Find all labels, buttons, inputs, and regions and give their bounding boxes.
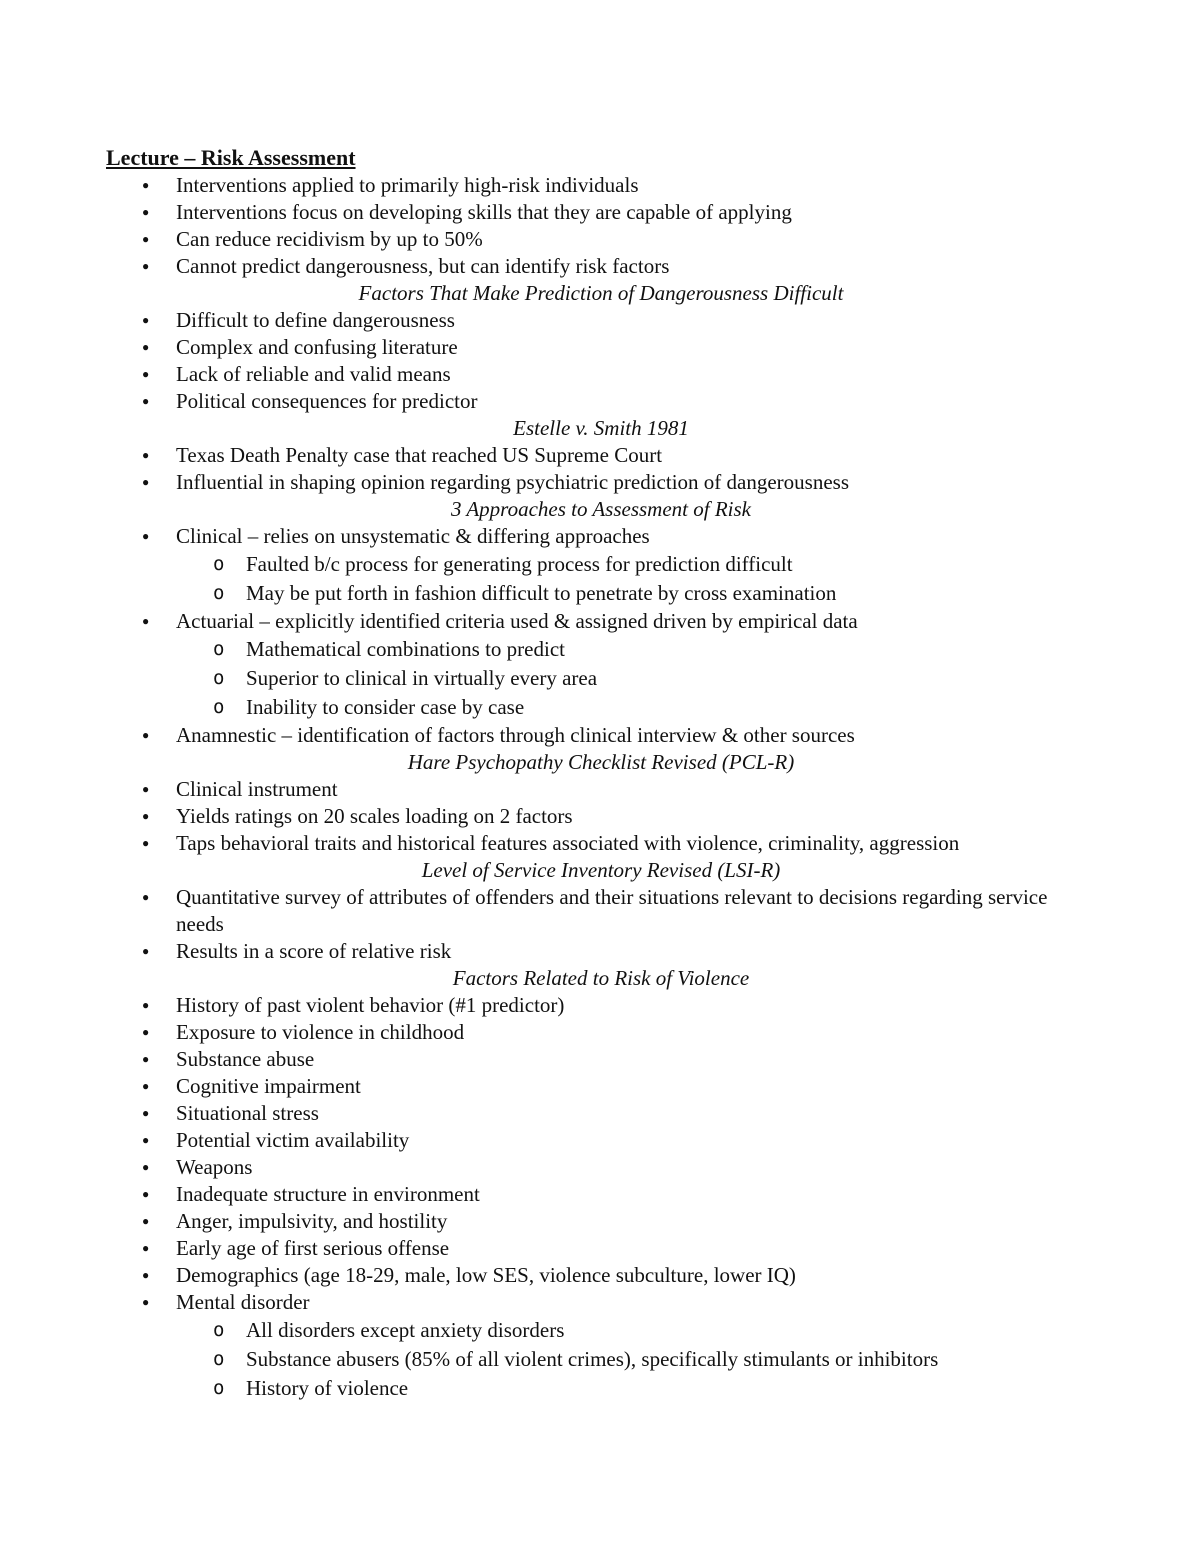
section-heading: Hare Psychopathy Checklist Revised (PCL-R) (407, 750, 795, 774)
bullet-text: ● Difficult to define dangerousness (176, 308, 455, 332)
sub-list (176, 1316, 1096, 1403)
bullet-item (106, 1100, 1096, 1127)
bullet-text: ● Cognitive impairment (176, 1074, 361, 1098)
bullet-item (106, 388, 1096, 415)
bullet-item (106, 1127, 1096, 1154)
bullet-item (106, 1235, 1096, 1262)
bullet-item (106, 469, 1096, 496)
bullet-item (106, 172, 1096, 199)
bullet-text: ● Can reduce recidivism by up to 50% (176, 227, 483, 251)
bullet-text: ● Situational stress (176, 1101, 319, 1125)
bullet-item (106, 1154, 1096, 1181)
bullet-text: ● Interventions applied to primarily high-risk individuals (176, 173, 639, 197)
bullet-item (106, 830, 1096, 857)
sub-list (176, 550, 1096, 608)
bullet-item (106, 523, 1096, 608)
bullet-item (106, 722, 1096, 749)
bullet-text: ● Clinical instrument (176, 777, 338, 801)
bullet-text: ● Clinical – relies on unsystematic & differing approaches (176, 524, 650, 548)
bullet-text: ● Demographics (age 18-29, male, low SES, violence subculture, lower IQ) (176, 1263, 796, 1287)
sub-bullet-item: o Inability to consider case by case (176, 693, 1096, 722)
bullet-item (106, 307, 1096, 334)
bullet-text: ● Exposure to violence in childhood (176, 1020, 465, 1044)
bullet-item (106, 1262, 1096, 1289)
sub-bullet-item: o Superior to clinical in virtually every area (176, 664, 1096, 693)
bullet-text: ● Lack of reliable and valid means (176, 362, 451, 386)
bullet-text: ● Political consequences for predictor (176, 389, 478, 413)
bullet-item (106, 1046, 1096, 1073)
bullet-text: ● Quantitative survey of attributes of offenders and their situations relevant to decisions regarding service needs (176, 885, 1048, 936)
bullet-text: ● Potential victim availability (176, 1128, 410, 1152)
sub-bullet-item: o History of violence (176, 1374, 1096, 1403)
sub-bullet-item: o Mathematical combinations to predict (176, 635, 1096, 664)
sub-bullet-item: o All disorders except anxiety disorders (176, 1316, 1096, 1345)
bullet-text: ● Texas Death Penalty case that reached US Supreme Court (176, 443, 663, 467)
bullet-text: ● Weapons (176, 1155, 253, 1179)
bullet-item (106, 608, 1096, 722)
notes-list (106, 172, 1096, 1403)
bullet-item (106, 199, 1096, 226)
bullet-text: ● Anamnestic – identification of factors through clinical interview & other sources (176, 723, 855, 747)
bullet-item (106, 1073, 1096, 1100)
sub-bullet-item: o Substance abusers (85% of all violent crimes), specifically stimulants or inhibitors (176, 1345, 1096, 1374)
bullet-item (106, 253, 1096, 280)
section-heading: 3 Approaches to Assessment of Risk (450, 497, 751, 521)
bullet-text: ● Interventions focus on developing skills that they are capable of applying (176, 200, 792, 224)
section-heading: Estelle v. Smith 1981 (513, 416, 689, 440)
bullet-item (106, 803, 1096, 830)
sub-bullet-item: o May be put forth in fashion difficult to penetrate by cross examination (176, 579, 1096, 608)
bullet-text: ● Influential in shaping opinion regarding psychiatric prediction of dangerousness (176, 470, 849, 494)
bullet-item (106, 1208, 1096, 1235)
sub-bullet-item: o Faulted b/c process for generating process for prediction difficult (176, 550, 1096, 579)
bullet-item (106, 361, 1096, 388)
document-title: Lecture – Risk Assessment (106, 145, 356, 170)
bullet-text: ● Anger, impulsivity, and hostility (176, 1209, 448, 1233)
section-heading: Level of Service Inventory Revised (LSI-R) (421, 858, 781, 882)
bullet-item (106, 992, 1096, 1019)
section-heading: Factors Related to Risk of Violence (452, 966, 750, 990)
bullet-text: ● Yields ratings on 20 scales loading on 2 factors (176, 804, 573, 828)
sub-list (176, 635, 1096, 722)
bullet-text: ● Taps behavioral traits and historical features associated with violence, criminality, aggression (176, 831, 960, 855)
bullet-item (106, 442, 1096, 469)
bullet-item (106, 334, 1096, 361)
bullet-text: ● Substance abuse (176, 1047, 315, 1071)
bullet-text: ● Results in a score of relative risk (176, 939, 452, 963)
bullet-item (106, 1019, 1096, 1046)
bullet-text: ● History of past violent behavior (#1 predictor) (176, 993, 565, 1017)
bullet-text: ● Mental disorder (176, 1290, 310, 1314)
section-heading: Factors That Make Prediction of Dangerousness Difficult (358, 281, 844, 305)
bullet-text: ● Cannot predict dangerousness, but can identify risk factors (176, 254, 670, 278)
bullet-text: ● Inadequate structure in environment (176, 1182, 480, 1206)
bullet-text: ● Early age of first serious offense (176, 1236, 450, 1260)
bullet-item (106, 226, 1096, 253)
bullet-item (106, 884, 1096, 938)
bullet-item (106, 1289, 1096, 1403)
bullet-text: ● Actuarial – explicitly identified criteria used & assigned driven by empirical data (176, 609, 858, 633)
bullet-item (106, 938, 1096, 965)
document-body (106, 144, 1096, 1403)
bullet-item (106, 776, 1096, 803)
bullet-text: ● Complex and confusing literature (176, 335, 458, 359)
bullet-item (106, 1181, 1096, 1208)
